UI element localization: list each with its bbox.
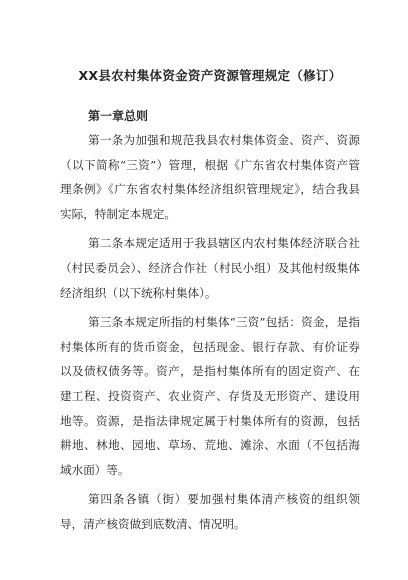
article-3-paragraph: 第三条本规定所指的村集体“三资”包括：资金，是指村集体所有的货币资金，包括现金、银行存款、有价证券以及债权债务等。资产，是指村集体所有的固定资产、在建工程、投资资产、农业资产、存货及无形资产、建设用地等。资源，是指法律规定属于村集体所有的资源，包括耕地、林地、园地、草场、荒地、滩涂、水面（不包括海域水面）等。	[60, 315, 360, 477]
article-1-paragraph: 第一条为加强和规范我县农村集体资金、资产、资源（以下简称“三资”）管理，根据《广东省农村集体资产管理条例》《广东省农村集体经济组织管理规定》，结合我县实际，特制定本规定。	[60, 133, 360, 221]
article-4-paragraph: 第四条各镇（街）要加强村集体清产核资的组织领导，清产核资做到底数清、情况明。	[60, 492, 360, 531]
chapter-heading: 第一章总则	[88, 109, 149, 123]
article-2-paragraph: 第二条本规定适用于我县辖区内农村集体经济联合社（村民委员会）、经济合作社（村民小组）及其他村级集体经济组织（以下统称村集体）。	[60, 236, 360, 300]
document-title: XX县农村集体资金资产资源管理规定（修订）	[78, 68, 342, 83]
